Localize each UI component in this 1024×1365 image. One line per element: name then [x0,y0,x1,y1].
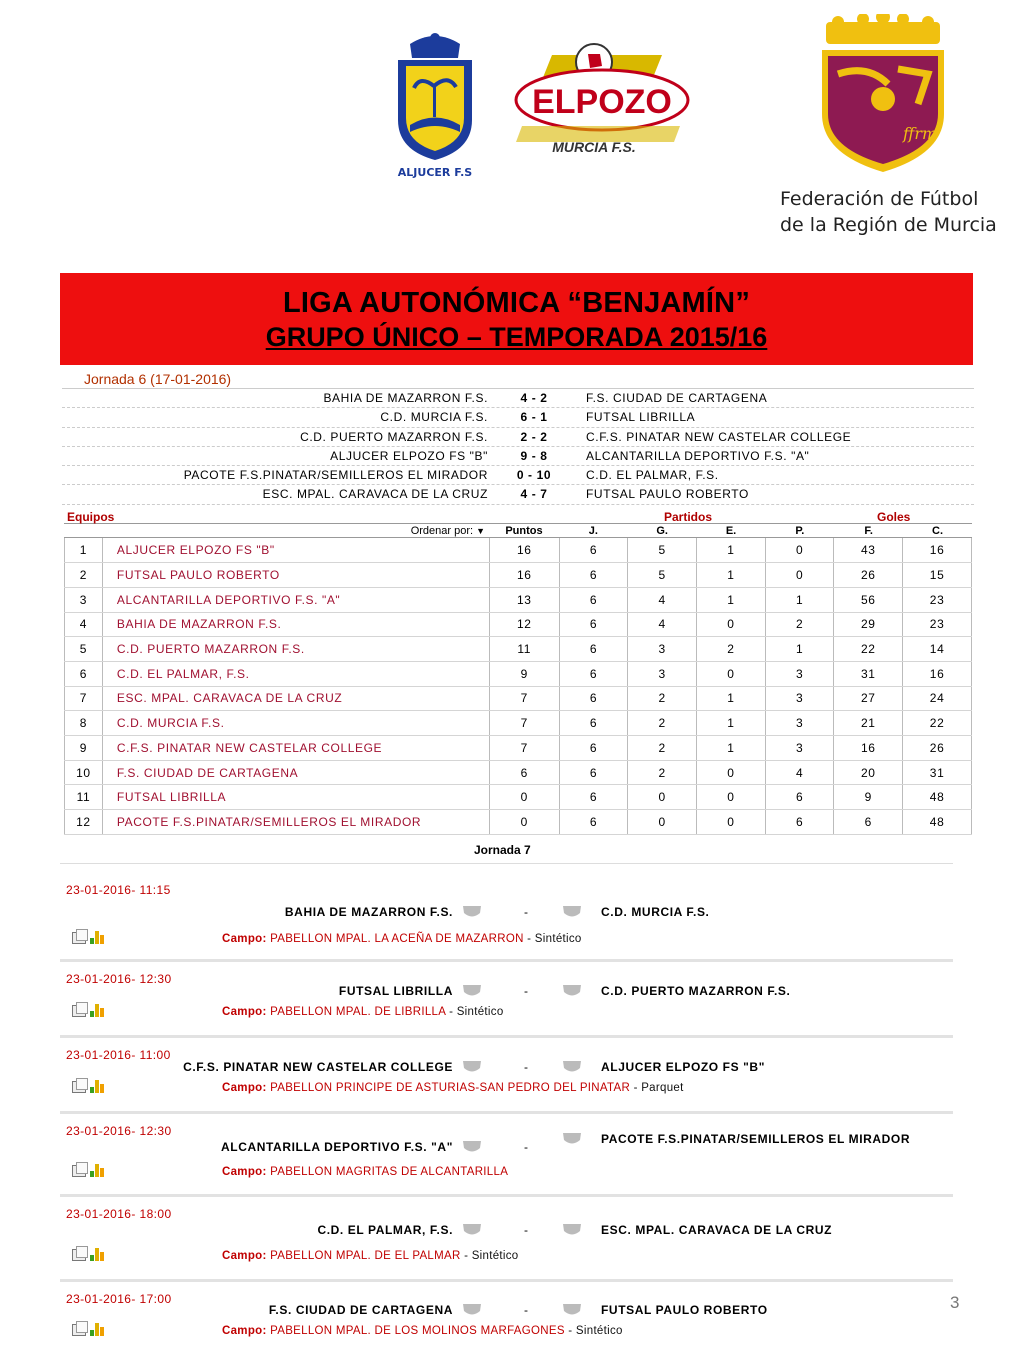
row-e: 1 [697,736,766,761]
standings-group-header [64,509,972,524]
row-team-link[interactable]: ESC. MPAL. CARAVACA DE LA CRUZ [102,686,489,711]
stats-bars-icon[interactable] [90,1004,104,1017]
standings-row [65,637,972,662]
venue-surface: - Sintético [445,1006,504,1018]
fixture-separator: - [524,984,528,998]
fixture-home-team[interactable]: F.S. CIUDAD DE CARTAGENA [268,1303,453,1317]
result-away-team[interactable]: C.D. EL PALMAR, F.S. [586,468,719,483]
aljucer-logo [380,30,490,180]
row-j: 6 [559,810,628,835]
fixture-separator: - [524,1223,528,1237]
row-c: 16 [903,661,972,686]
document-icon[interactable] [72,1081,86,1093]
result-row [62,485,974,504]
fixture-separator: - [524,1303,528,1317]
standings-table [64,509,972,835]
fixture-date: 23-01-2016- 12:30 [66,972,172,986]
venue-surface: - Parquet [630,1082,684,1094]
row-team-link[interactable]: ALJUCER ELPOZO FS "B" [102,538,489,563]
result-away-team[interactable]: ALCANTARILLA DEPORTIVO F.S. "A" [586,448,810,463]
standings-row [65,711,972,736]
row-points: 16 [489,563,559,588]
row-c: 48 [903,785,972,810]
result-away-team[interactable]: FUTSAL LIBRILLA [586,410,696,425]
result-home-team[interactable]: ALJUCER ELPOZO FS "B" [330,448,488,463]
standings-row [65,563,972,588]
fixture-tools [72,1323,104,1336]
fixture-venue [222,1006,504,1018]
header-teams: Equipos [67,510,115,524]
row-points: 16 [489,538,559,563]
row-c: 22 [903,711,972,736]
row-p: 3 [765,661,834,686]
result-home-team[interactable]: PACOTE F.S.PINATAR/SEMILLEROS EL MIRADOR [183,468,488,483]
row-f: 43 [834,538,903,563]
row-position: 4 [65,612,103,637]
row-position: 10 [65,760,103,785]
row-e: 0 [697,810,766,835]
result-home-team[interactable]: ESC. MPAL. CARAVACA DE LA CRUZ [262,487,488,502]
away-crest-icon [562,1131,582,1150]
row-position: 9 [65,736,103,761]
row-p: 3 [765,686,834,711]
col-goals-for[interactable]: F. [864,525,873,537]
fixture-date: 23-01-2016- 11:15 [66,883,171,897]
divider [60,863,953,864]
venue-name[interactable]: PABELLON MPAL. DE LOS MOLINOS MARFAGONES [270,1325,565,1337]
fixture-card [60,1114,953,1197]
row-position: 11 [65,785,103,810]
venue-name[interactable]: PABELLON PRINCIPE DE ASTURIAS-SAN PEDRO DEL PINATAR [270,1082,631,1094]
col-lost[interactable]: P. [795,525,805,537]
fixture-date: 23-01-2016- 18:00 [66,1207,172,1221]
stats-bars-icon[interactable] [90,931,104,944]
row-c: 31 [903,760,972,785]
row-f: 6 [834,810,903,835]
away-crest-icon [562,983,582,1002]
venue-name[interactable]: PABELLON MPAL. DE LIBRILLA [270,1006,446,1018]
elpozo-logo-sub: MURCIA F.S. [552,139,636,155]
ffrm-logo-text: ffrm [903,124,938,143]
venue-surface: - Sintético [564,1325,623,1337]
row-g: 3 [628,661,697,686]
row-f: 21 [834,711,903,736]
row-team-link[interactable]: PACOTE F.S.PINATAR/SEMILLEROS EL MIRADOR [102,810,489,835]
row-j: 6 [559,637,628,662]
row-f: 29 [834,612,903,637]
row-points: 11 [489,637,559,662]
away-crest-icon [562,1222,582,1241]
row-e: 1 [697,587,766,612]
title-banner [60,273,973,365]
fixture-tools [72,1080,104,1093]
stats-bars-icon[interactable] [90,1164,104,1177]
col-points[interactable]: Puntos [505,525,543,537]
row-position: 12 [65,810,103,835]
row-f: 56 [834,587,903,612]
row-position: 5 [65,637,103,662]
row-f: 22 [834,637,903,662]
fixture-away-team[interactable]: C.D. PUERTO MAZARRON F.S. [601,984,791,998]
row-points: 7 [489,736,559,761]
fixture-venue [222,933,582,945]
row-f: 9 [834,785,903,810]
row-team-link[interactable]: F.S. CIUDAD DE CARTAGENA [102,760,489,785]
standings-row [65,736,972,761]
venue-label: Campo: [222,1250,267,1262]
venue-label: Campo: [222,1325,267,1337]
standings-row [65,587,972,612]
fixture-tools [72,1164,104,1177]
elpozo-logo-text: ELPOZO [532,83,672,121]
fixture-card [60,873,953,962]
row-c: 16 [903,538,972,563]
row-position: 3 [65,587,103,612]
row-g: 2 [628,760,697,785]
fixture-separator: - [524,1140,528,1154]
result-row [62,408,974,427]
row-p: 2 [765,612,834,637]
row-j: 6 [559,711,628,736]
venue-label: Campo: [222,933,267,945]
row-points: 13 [489,587,559,612]
document-icon[interactable] [72,932,86,944]
row-j: 6 [559,785,628,810]
stats-bars-icon[interactable] [90,1080,104,1093]
sort-control[interactable] [64,524,489,537]
row-c: 24 [903,686,972,711]
venue-name[interactable]: PABELLON MPAL. DE EL PALMAR [270,1250,461,1262]
header-played: Partidos [664,510,713,524]
home-crest-icon [462,983,482,1002]
row-position: 7 [65,686,103,711]
row-g: 2 [628,686,697,711]
result-score: 0 - 10 [516,468,552,483]
standings-row [65,686,972,711]
row-j: 6 [559,661,628,686]
fixture-venue [222,1082,684,1094]
row-g: 2 [628,736,697,761]
row-j: 6 [559,538,628,563]
fixture-card [60,1197,953,1282]
fixture-away-team[interactable]: C.D. MURCIA F.S. [601,905,710,919]
row-e: 0 [697,612,766,637]
result-score: 4 - 2 [520,391,548,405]
venue-name[interactable]: PABELLON MPAL. LA ACEÑA DE MAZARRON [270,933,524,945]
home-crest-icon [462,1059,482,1078]
row-p: 1 [765,587,834,612]
stats-bars-icon[interactable] [90,1323,104,1336]
jornada-7-title: Jornada 7 [474,843,531,857]
row-g: 2 [628,711,697,736]
fixture-away-team[interactable]: FUTSAL PAULO ROBERTO [601,1303,768,1317]
row-g: 4 [628,587,697,612]
result-away-team[interactable]: F.S. CIUDAD DE CARTAGENA [586,391,768,405]
ffrm-logo [808,14,958,174]
row-c: 15 [903,563,972,588]
elpozo-logo [512,40,690,158]
standings-column-header [64,524,972,538]
results-title: Jornada 6 (17-01-2016) [62,369,974,389]
venue-label: Campo: [222,1166,267,1178]
col-goals-against[interactable]: C. [932,525,944,537]
standings-row [65,538,972,563]
row-p: 6 [765,810,834,835]
fixture-venue [222,1250,519,1262]
row-team-link[interactable]: FUTSAL PAULO ROBERTO [102,563,489,588]
row-p: 6 [765,785,834,810]
row-e: 0 [697,760,766,785]
row-j: 6 [559,760,628,785]
row-f: 20 [834,760,903,785]
row-team-link[interactable]: FUTSAL LIBRILLA [102,785,489,810]
row-g: 4 [628,612,697,637]
row-g: 0 [628,785,697,810]
fixture-separator: - [524,1060,528,1074]
row-points: 0 [489,785,559,810]
col-drawn[interactable]: E. [725,525,737,537]
row-team-link[interactable]: C.D. PUERTO MAZARRON F.S. [102,637,489,662]
document-icon[interactable] [72,1249,86,1261]
row-p: 3 [765,711,834,736]
row-e: 0 [697,661,766,686]
col-played[interactable]: J. [588,525,598,537]
fixture-home-team[interactable]: C.D. EL PALMAR, F.S. [317,1223,453,1237]
result-score: 9 - 8 [520,448,548,463]
row-p: 0 [765,563,834,588]
row-points: 12 [489,612,559,637]
fixture-card [60,1282,953,1352]
stats-bars-icon[interactable] [90,1248,104,1261]
fixture-card [60,962,953,1038]
row-g: 0 [628,810,697,835]
result-away-team[interactable]: FUTSAL PAULO ROBERTO [586,487,749,502]
fixture-away-team[interactable]: ESC. MPAL. CARAVACA DE LA CRUZ [601,1223,833,1237]
row-position: 1 [65,538,103,563]
away-crest-icon [562,1302,582,1321]
fixture-venue [222,1325,623,1337]
sort-arrow-icon: ▼ [476,526,486,536]
row-p: 4 [765,760,834,785]
row-points: 0 [489,810,559,835]
standings-row [65,785,972,810]
row-j: 6 [559,686,628,711]
col-won[interactable]: G. [656,525,668,537]
fixture-home-team[interactable]: BAHIA DE MAZARRON F.S. [284,905,453,919]
result-score: 2 - 2 [520,429,548,444]
result-score: 4 - 7 [520,487,548,502]
result-home-team[interactable]: C.D. MURCIA F.S. [380,410,488,425]
page-number: 3 [950,1293,960,1312]
venue-label: Campo: [222,1082,267,1094]
federation-line-1: Federación de Fútbol [780,188,979,210]
away-crest-icon [562,904,582,923]
row-team-link[interactable]: ALCANTARILLA DEPORTIVO F.S. "A" [102,587,489,612]
row-g: 5 [628,538,697,563]
row-f: 27 [834,686,903,711]
result-row [62,389,974,408]
row-position: 6 [65,661,103,686]
row-e: 1 [697,538,766,563]
fixture-tools [72,1004,104,1017]
fixture-away-team[interactable]: PACOTE F.S.PINATAR/SEMILLEROS EL MIRADOR [601,1132,911,1146]
home-crest-icon [462,904,482,923]
row-team-link[interactable]: C.D. EL PALMAR, F.S. [102,661,489,686]
home-crest-icon [462,1222,482,1241]
row-position: 8 [65,711,103,736]
fixture-date: 23-01-2016- 12:30 [66,1124,172,1138]
federation-line-2: de la Región de Murcia [780,214,997,236]
fixture-card [60,1038,953,1114]
row-c: 23 [903,612,972,637]
venue-surface: - Sintético [523,933,582,945]
banner-subtitle: GRUPO ÚNICO – TEMPORADA 2015/16 [265,322,768,352]
row-e: 0 [697,785,766,810]
venue-surface: - Sintético [460,1250,519,1262]
row-points: 6 [489,760,559,785]
fixture-venue [222,1166,508,1178]
row-team-link[interactable]: BAHIA DE MAZARRON F.S. [102,612,489,637]
result-home-team[interactable]: BAHIA DE MAZARRON F.S. [323,391,488,405]
row-p: 3 [765,736,834,761]
row-f: 26 [834,563,903,588]
fixture-date: 23-01-2016- 11:00 [66,1048,171,1062]
row-g: 5 [628,563,697,588]
standings-row [65,810,972,835]
standings-row [65,661,972,686]
row-points: 7 [489,711,559,736]
row-p: 1 [765,637,834,662]
result-row [62,428,974,447]
row-e: 2 [697,637,766,662]
row-c: 48 [903,810,972,835]
row-team-link[interactable]: C.D. MURCIA F.S. [102,711,489,736]
banner-title: LIGA AUTONÓMICA “BENJAMÍN” [282,287,751,319]
aljucer-logo-text: ALJUCER F.S [397,166,473,179]
row-team-link[interactable]: C.F.S. PINATAR NEW CASTELAR COLLEGE [102,736,489,761]
fixture-tools [72,1248,104,1261]
venue-name[interactable]: PABELLON MAGRITAS DE ALCANTARILLA [270,1166,509,1178]
row-f: 31 [834,661,903,686]
fixture-date: 23-01-2016- 17:00 [66,1292,172,1306]
row-e: 1 [697,711,766,736]
federation-name [780,186,1000,238]
result-score: 6 - 1 [520,410,548,425]
fixture-home-team[interactable]: C.F.S. PINATAR NEW CASTELAR COLLEGE [183,1060,453,1074]
result-row [62,447,974,466]
fixture-tools [72,931,104,944]
result-away-team[interactable]: C.F.S. PINATAR NEW CASTELAR COLLEGE [586,429,852,444]
row-g: 3 [628,637,697,662]
document-icon[interactable] [72,1165,86,1177]
home-crest-icon [462,1302,482,1321]
row-c: 23 [903,587,972,612]
document-icon[interactable] [72,1005,86,1017]
document-icon[interactable] [72,1324,86,1336]
row-points: 9 [489,661,559,686]
row-p: 0 [765,538,834,563]
row-e: 1 [697,686,766,711]
row-position: 2 [65,563,103,588]
row-j: 6 [559,587,628,612]
row-j: 6 [559,612,628,637]
row-e: 1 [697,563,766,588]
result-row [62,466,974,485]
home-crest-icon [462,1139,482,1158]
results-jornada-6 [62,369,974,505]
result-home-team[interactable]: C.D. PUERTO MAZARRON F.S. [300,429,488,444]
fixture-home-team[interactable]: FUTSAL LIBRILLA [338,984,453,998]
sort-label: Ordenar por: [410,525,474,537]
standings-row [65,760,972,785]
row-j: 6 [559,736,628,761]
fixture-home-team[interactable]: ALCANTARILLA DEPORTIVO F.S. "A" [221,1140,453,1154]
fixture-separator: - [524,905,528,919]
row-c: 14 [903,637,972,662]
row-j: 6 [559,563,628,588]
fixture-away-team[interactable]: ALJUCER ELPOZO FS "B" [601,1060,765,1074]
row-f: 16 [834,736,903,761]
standings-row [65,612,972,637]
header-goals: Goles [877,510,911,524]
away-crest-icon [562,1059,582,1078]
venue-label: Campo: [222,1006,267,1018]
row-c: 26 [903,736,972,761]
row-points: 7 [489,686,559,711]
